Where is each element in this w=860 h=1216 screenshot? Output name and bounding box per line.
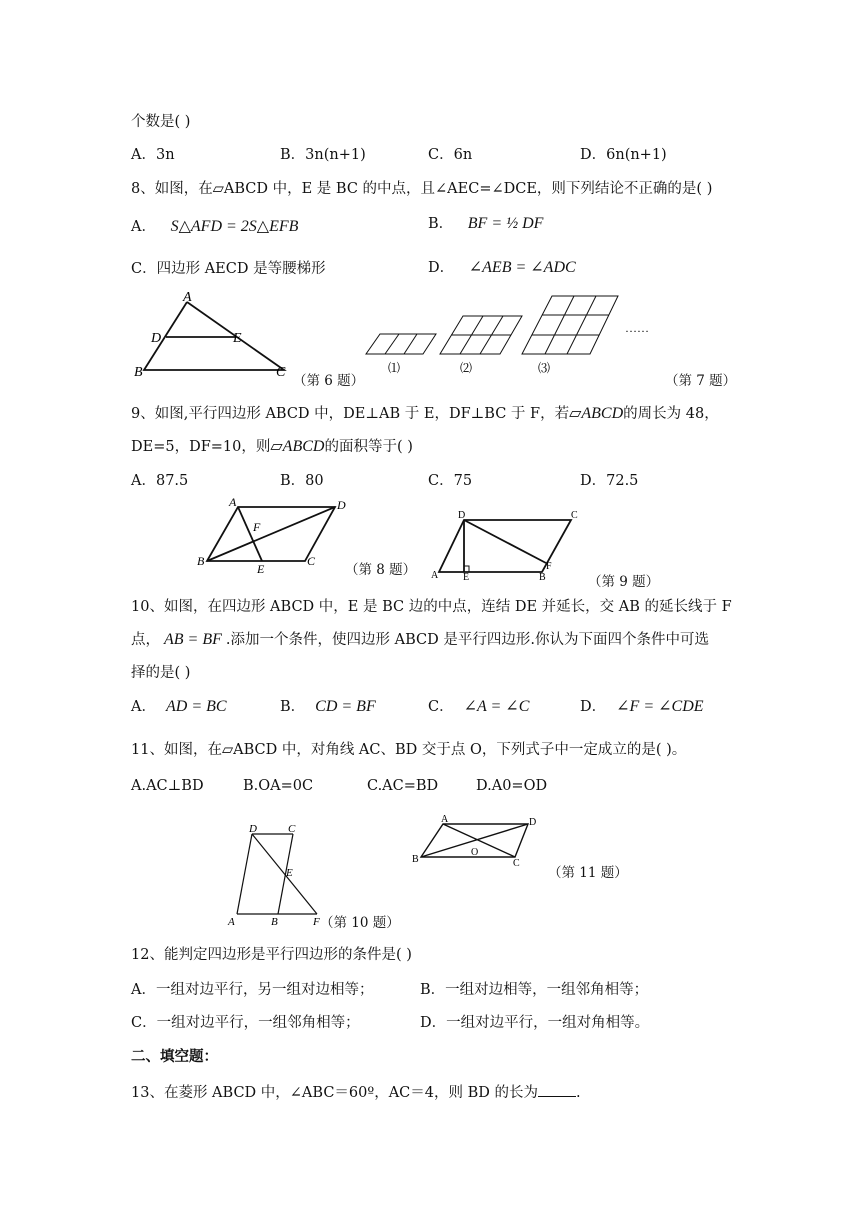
fig6-caption: （第 6 题）: [293, 373, 365, 389]
q9-line-2-math: ▱ABCD: [270, 438, 325, 455]
fig10-label-d: D: [249, 823, 257, 835]
q8-option-d: [428, 258, 576, 278]
q8-option-a-formula: S△AFD = 2S△EFB: [170, 218, 299, 235]
fig9-label-d: D: [458, 510, 466, 521]
figure-6-triangle: [130, 290, 300, 385]
q9-line-2-text-a: DE=5，DF=10，则: [131, 439, 271, 455]
q12-option-d: D．一组对边平行，一组对角相等。: [420, 1015, 650, 1031]
q8-option-c: C．四边形 AECD 是等腰梯形: [131, 261, 326, 277]
q13-end: .: [575, 1085, 581, 1101]
fig7-ellipsis: ……: [625, 321, 649, 335]
section-title-fill-in: 二、填空题：: [131, 1048, 218, 1065]
fig6-label-e: E: [233, 331, 242, 346]
q10-line-2-text-b: .添加一个条件，使四边形 ABCD 是平行四边形.你认为下面四个条件中可选: [225, 632, 709, 648]
q8-option-b: [428, 214, 543, 234]
q10-option-b-label: B．: [280, 699, 306, 715]
fig9-label-a: A: [431, 570, 439, 581]
fig10-label-e: E: [286, 867, 293, 879]
fig9-label-c: C: [571, 510, 578, 521]
q7-option-a: A．3n: [131, 147, 175, 163]
q8-option-a: [131, 217, 298, 237]
q7-option-d: D．6n(n+1): [580, 147, 667, 163]
fig7-caption: （第 7 题）: [665, 373, 737, 389]
figure-8-parallelogram: [195, 497, 355, 577]
fig7-sub-1: ⑴: [388, 361, 401, 375]
q9-option-a: A．87.5: [131, 473, 189, 489]
q8-option-b-formula: BF = ½ DF: [467, 215, 544, 232]
q10-option-d: [580, 697, 704, 717]
figure-11-parallelogram: [408, 810, 543, 870]
q10-line-3: 择的是( ): [131, 665, 191, 681]
q9-line-1: [131, 404, 719, 424]
q9-option-b: B．80: [280, 473, 324, 489]
fig11-label-c: C: [513, 858, 520, 869]
q10-option-b-math: CD = BF: [315, 698, 376, 715]
q10-option-b: [280, 697, 376, 717]
fig8-label-d: D: [337, 498, 346, 512]
q10-option-c: [428, 697, 529, 717]
fig8-label-c: C: [307, 554, 316, 568]
q9-line-1-text-a: 9、如图,平行四边形 ABCD 中，DE⊥AB 于 E，DF⊥BC 于 F，若: [131, 406, 570, 422]
fig8-label-b: B: [197, 554, 205, 568]
q9-line-1-math: ▱ABCD: [569, 405, 624, 422]
fig10-caption: （第 10 题）: [320, 915, 400, 931]
fig10-label-b: B: [271, 916, 278, 928]
q7-option-c: C．6n: [428, 147, 473, 163]
fig10-label-a: A: [228, 916, 235, 928]
fig9-label-e: E: [463, 572, 470, 583]
fig8-label-f: F: [253, 520, 261, 534]
fig9-label-f: F: [546, 561, 552, 572]
q12-option-b: B．一组对边相等，一组邻角相等；: [420, 982, 649, 998]
q8-option-a-label: A．: [131, 219, 156, 235]
fig11-label-a: A: [441, 814, 449, 825]
fig6-label-d: D: [151, 331, 162, 346]
q9-line-2: [131, 437, 413, 457]
q13-answer-blank: [538, 1082, 576, 1097]
q8-option-d-label: D．: [428, 260, 455, 276]
q11-stem: 11、如图，在▱ABCD 中，对角线 AC、BD 交于点 O，下列式子中一定成立的是( )。: [131, 742, 687, 758]
fig6-label-c: C: [276, 365, 286, 380]
fig11-label-b: B: [412, 854, 419, 865]
q10-option-a-math: AD = BC: [165, 698, 227, 715]
q12-option-c: C．一组对边平行，一组邻角相等；: [131, 1015, 360, 1031]
q8-option-b-label: B．: [428, 216, 454, 232]
figure-10-quadrilateral: [225, 822, 335, 930]
q9-option-c: C．75: [428, 473, 473, 489]
q10-line-1: 10、如图，在四边形 ABCD 中，E 是 BC 边的中点，连结 DE 并延长，交 AB 的延长线于 F: [131, 599, 732, 615]
q11-option-c: C.AC=BD: [367, 778, 439, 794]
q13-text: 13、在菱形 ABCD 中，∠ABC＝60º，AC＝4，则 BD 的长为: [131, 1085, 538, 1101]
figure-9-parallelogram: [425, 506, 590, 586]
q9-line-1-text-b: 的周长为 48，: [623, 406, 719, 422]
fig9-label-b: B: [539, 572, 546, 583]
q9-line-2-text-b: 的面积等于( ): [324, 439, 413, 455]
q10-option-c-label: C．: [428, 699, 454, 715]
q11-option-b: B.OA=0C: [243, 778, 314, 794]
q10-line-2: [131, 630, 709, 650]
q11-option-d: D.A0=OD: [476, 778, 548, 794]
q10-option-a: [131, 697, 227, 717]
q12-option-a: A．一组对边平行，另一组对边相等；: [131, 982, 374, 998]
q10-option-c-math: ∠A = ∠C: [463, 698, 530, 715]
fig11-label-o: O: [471, 847, 479, 858]
fig11-label-d: D: [529, 817, 537, 828]
q10-option-d-label: D．: [580, 699, 607, 715]
fig6-label-a: A: [183, 290, 192, 305]
fig6-label-b: B: [134, 365, 143, 380]
fig9-caption: （第 9 题）: [588, 574, 660, 590]
q11-option-a: A.AC⊥BD: [131, 778, 204, 794]
fig8-label-a: A: [229, 495, 237, 509]
fig8-label-e: E: [257, 562, 265, 576]
fig10-label-c: C: [288, 823, 296, 835]
q10-option-a-label: A．: [131, 699, 156, 715]
fig7-sub-2: ⑵: [460, 361, 473, 375]
fig8-caption: （第 8 题）: [345, 562, 417, 578]
fig11-caption: （第 11 题）: [548, 865, 628, 881]
q10-line-2-text-a: 点，: [131, 632, 160, 648]
q9-option-d: D．72.5: [580, 473, 639, 489]
q10-option-d-math: ∠F = ∠CDE: [616, 698, 704, 715]
q7-stem-tail: 个数是( ): [131, 114, 191, 130]
q8-stem: 8、如图，在▱ABCD 中，E 是 BC 的中点，且∠AEC=∠DCE，则下列结论不正确的是( ): [131, 181, 713, 197]
q12-stem: 12、能判定四边形是平行四边形的条件是( ): [131, 947, 412, 963]
fig7-sub-3: ⑶: [538, 361, 551, 375]
q10-line-2-math: AB = BF: [164, 631, 222, 648]
q8-option-d-formula: ∠AEB = ∠ADC: [468, 259, 576, 276]
fig10-label-f: F: [313, 916, 320, 928]
q7-option-b: B．3n(n+1): [280, 147, 366, 163]
q13-stem: [131, 1082, 581, 1103]
